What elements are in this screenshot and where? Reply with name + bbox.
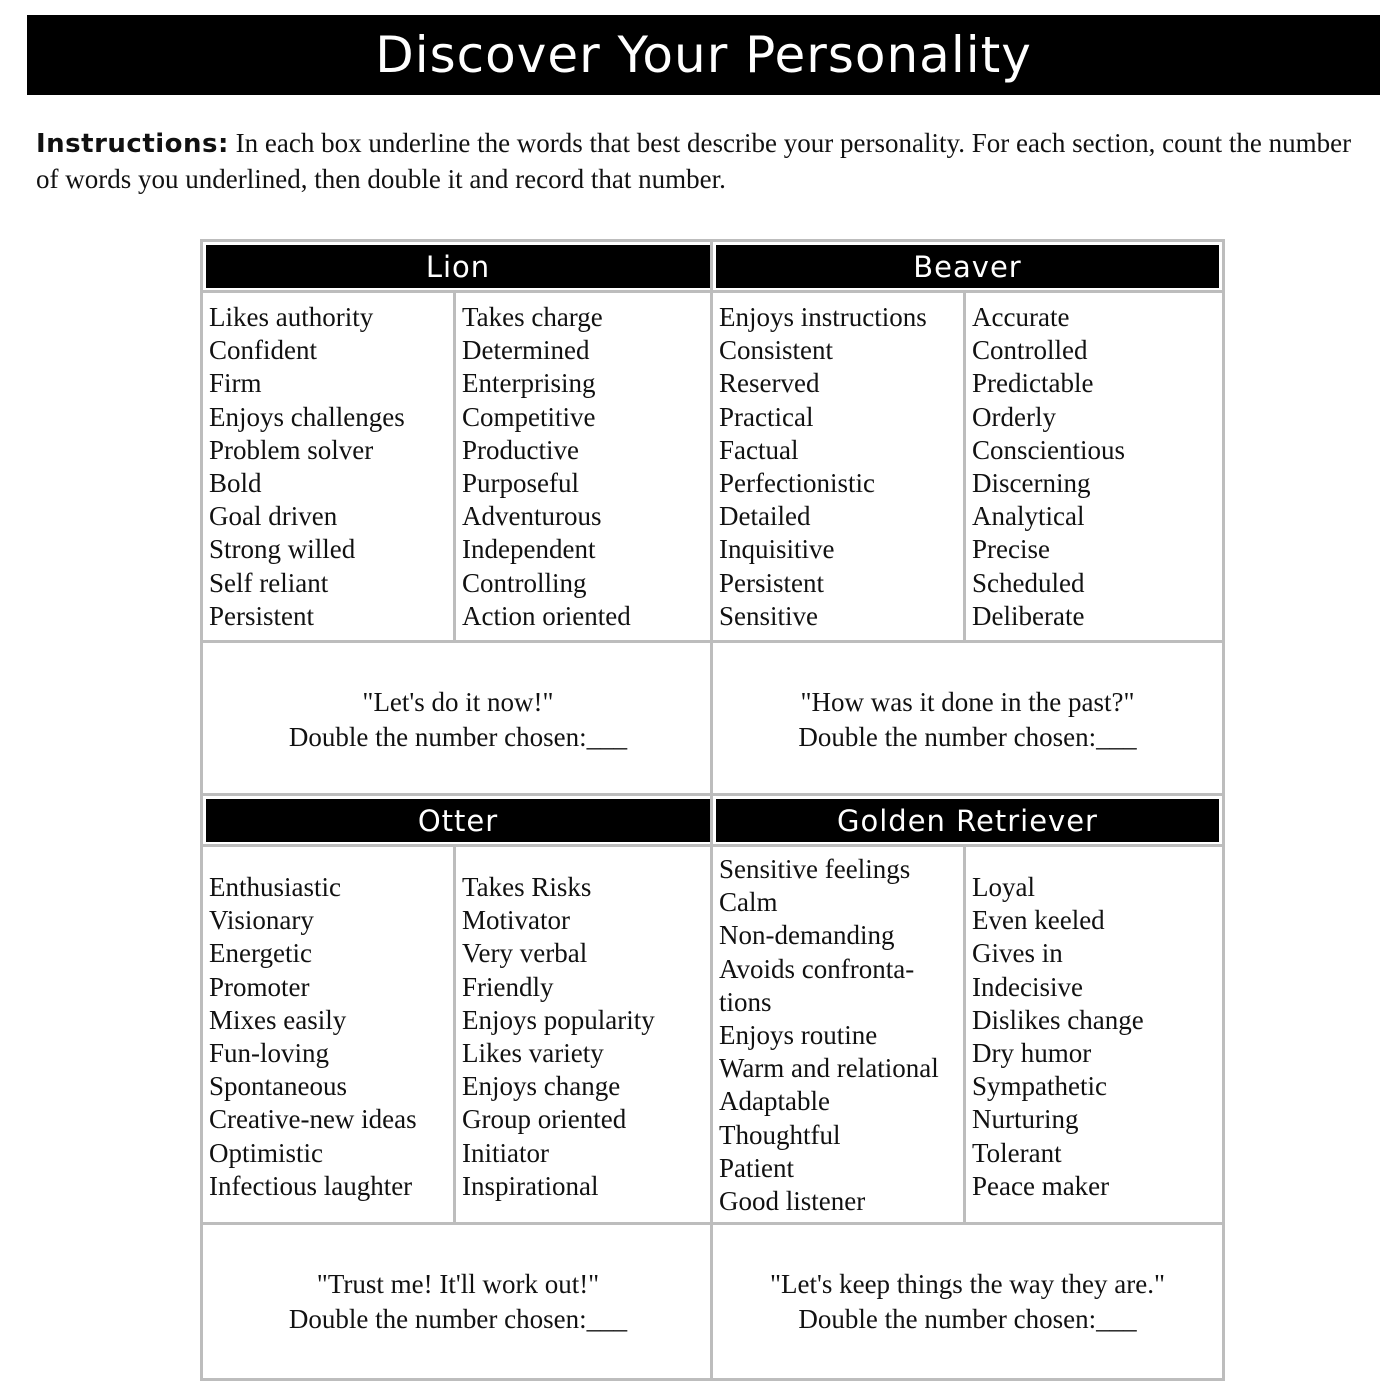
word-item: Determined xyxy=(462,335,590,366)
instructions-text: In each box underline the words that best describe your personality. For each section, count the number of words you underlined, then double it and record that number. xyxy=(36,128,1352,194)
word-item: Controlling xyxy=(462,567,587,598)
word-column-2 xyxy=(966,293,1222,640)
word-item: Productive xyxy=(462,434,579,465)
word-item: Group oriented xyxy=(462,1104,627,1135)
word-item: Likes authority xyxy=(209,302,374,332)
word-item: Promoter xyxy=(209,971,310,1002)
word-item: Infectious laughter xyxy=(209,1170,413,1201)
word-item: Gives in xyxy=(972,938,1063,969)
section-header: Beaver xyxy=(716,245,1219,288)
word-item: Practical xyxy=(719,401,814,432)
word-item: Friendly xyxy=(462,971,554,1002)
word-item: Orderly xyxy=(972,401,1056,432)
word-item: Non-demanding xyxy=(719,920,895,951)
word-item: Self reliant xyxy=(209,567,329,598)
word-item: Good listener xyxy=(719,1186,866,1217)
word-item: Inspirational xyxy=(462,1170,599,1201)
section-beaver xyxy=(713,242,1222,796)
word-item: Goal driven xyxy=(209,501,338,532)
word-item: Enjoys routine xyxy=(719,1020,878,1051)
word-column-1 xyxy=(203,293,456,640)
word-item: Problem solver xyxy=(209,434,374,465)
word-box xyxy=(713,290,1222,643)
section-header: Otter xyxy=(206,799,710,842)
word-item: Dislikes change xyxy=(972,1004,1144,1035)
word-item: Detailed xyxy=(719,501,811,532)
word-item: Deliberate xyxy=(972,600,1085,631)
word-item: Firm xyxy=(209,368,262,399)
word-column-1 xyxy=(713,293,966,640)
word-item: Action oriented xyxy=(462,600,631,631)
word-item: Persistent xyxy=(719,567,824,598)
word-item: Sympathetic xyxy=(972,1071,1107,1102)
word-item: Spontaneous xyxy=(209,1071,347,1102)
word-item: Enjoys challenges xyxy=(209,401,405,432)
word-item: Conscientious xyxy=(972,434,1125,465)
word-item: Avoids confronta-tions xyxy=(719,953,915,1017)
word-item: Fun-loving xyxy=(209,1038,330,1069)
word-item: Reserved xyxy=(719,368,820,399)
word-item: Thoughtful xyxy=(719,1119,841,1150)
word-list xyxy=(462,293,713,633)
word-item: Factual xyxy=(719,434,799,465)
word-item: Takes charge xyxy=(462,302,603,332)
word-list xyxy=(972,293,1222,633)
word-list xyxy=(462,847,713,1203)
word-item: Warm and relational xyxy=(719,1053,939,1084)
word-item: Enjoys change xyxy=(462,1071,621,1102)
section-lion xyxy=(203,242,713,796)
quote-box xyxy=(203,1225,713,1378)
word-item: Independent xyxy=(462,534,596,565)
word-item: Bold xyxy=(209,468,262,499)
word-item: Visionary xyxy=(209,905,314,936)
word-item: Scheduled xyxy=(972,567,1085,598)
section-otter xyxy=(203,796,713,1378)
quote-box xyxy=(713,1225,1222,1378)
word-item: Loyal xyxy=(972,872,1035,902)
word-box xyxy=(203,844,713,1225)
section-golden-retriever xyxy=(713,796,1222,1378)
word-item: Takes Risks xyxy=(462,872,592,902)
word-item: Indecisive xyxy=(972,971,1083,1002)
word-item: Motivator xyxy=(462,905,570,936)
word-box xyxy=(713,844,1222,1225)
word-item: Perfectionistic xyxy=(719,468,875,499)
section-quote: "Let's keep things the way they are." xyxy=(769,1268,1166,1299)
section-quote: "Let's do it now!" xyxy=(362,686,554,717)
count-prompt: Double the number chosen:___ xyxy=(798,1303,1137,1334)
count-prompt: Double the number chosen:___ xyxy=(798,721,1137,752)
word-item: Predictable xyxy=(972,368,1094,399)
word-item: Even keeled xyxy=(972,905,1105,936)
word-item: Inquisitive xyxy=(719,534,835,565)
word-item: Consistent xyxy=(719,335,834,366)
section-quote: "How was it done in the past?" xyxy=(800,686,1135,717)
word-item: Tolerant xyxy=(972,1137,1062,1168)
word-item: Discerning xyxy=(972,468,1091,499)
word-item: Enjoys instructions xyxy=(719,302,927,332)
word-item: Adaptable xyxy=(719,1086,830,1117)
personality-grid xyxy=(200,239,1225,1381)
instructions xyxy=(36,126,1376,197)
word-list xyxy=(719,847,963,1218)
word-list xyxy=(972,847,1222,1203)
quote-box xyxy=(713,643,1222,796)
word-item: Very verbal xyxy=(462,938,588,969)
word-item: Optimistic xyxy=(209,1137,323,1168)
section-header: Golden Retriever xyxy=(716,799,1219,842)
word-item: Confident xyxy=(209,335,317,366)
instructions-label: Instructions: xyxy=(36,129,229,159)
word-list xyxy=(719,293,963,633)
quote-box xyxy=(203,643,713,796)
word-item: Mixes easily xyxy=(209,1004,347,1035)
word-item: Peace maker xyxy=(972,1170,1110,1201)
word-item: Analytical xyxy=(972,501,1085,532)
word-column-1 xyxy=(713,847,966,1222)
word-column-1 xyxy=(203,847,456,1222)
word-item: Dry humor xyxy=(972,1038,1092,1069)
page-title: Discover Your Personality xyxy=(27,15,1380,95)
word-item: Calm xyxy=(719,887,778,918)
word-list xyxy=(209,847,453,1203)
word-item: Sensitive xyxy=(719,600,818,631)
section-header: Lion xyxy=(206,245,710,288)
word-item: Persistent xyxy=(209,600,314,631)
word-item: Enjoys popularity xyxy=(462,1004,655,1035)
word-list xyxy=(209,293,453,633)
word-item: Precise xyxy=(972,534,1050,565)
word-column-2 xyxy=(456,293,713,640)
word-column-2 xyxy=(456,847,713,1222)
word-item: Likes variety xyxy=(462,1038,604,1069)
count-prompt: Double the number chosen:___ xyxy=(288,721,628,752)
word-item: Adventurous xyxy=(462,501,602,532)
word-item: Enthusiastic xyxy=(209,872,341,902)
count-prompt: Double the number chosen:___ xyxy=(288,1303,628,1334)
word-item: Controlled xyxy=(972,335,1088,366)
word-item: Accurate xyxy=(972,302,1070,332)
word-item: Enterprising xyxy=(462,368,596,399)
word-item: Purposeful xyxy=(462,468,579,499)
word-item: Competitive xyxy=(462,401,596,432)
word-item: Energetic xyxy=(209,938,312,969)
word-item: Strong willed xyxy=(209,534,356,565)
word-item: Initiator xyxy=(462,1137,549,1168)
word-item: Nurturing xyxy=(972,1104,1079,1135)
word-box xyxy=(203,290,713,643)
word-item: Creative-new ideas xyxy=(209,1104,417,1135)
section-quote: "Trust me! It'll work out!" xyxy=(316,1268,600,1299)
word-column-2 xyxy=(966,847,1222,1222)
word-item: Sensitive feelings xyxy=(719,854,911,884)
word-item: Patient xyxy=(719,1152,794,1183)
